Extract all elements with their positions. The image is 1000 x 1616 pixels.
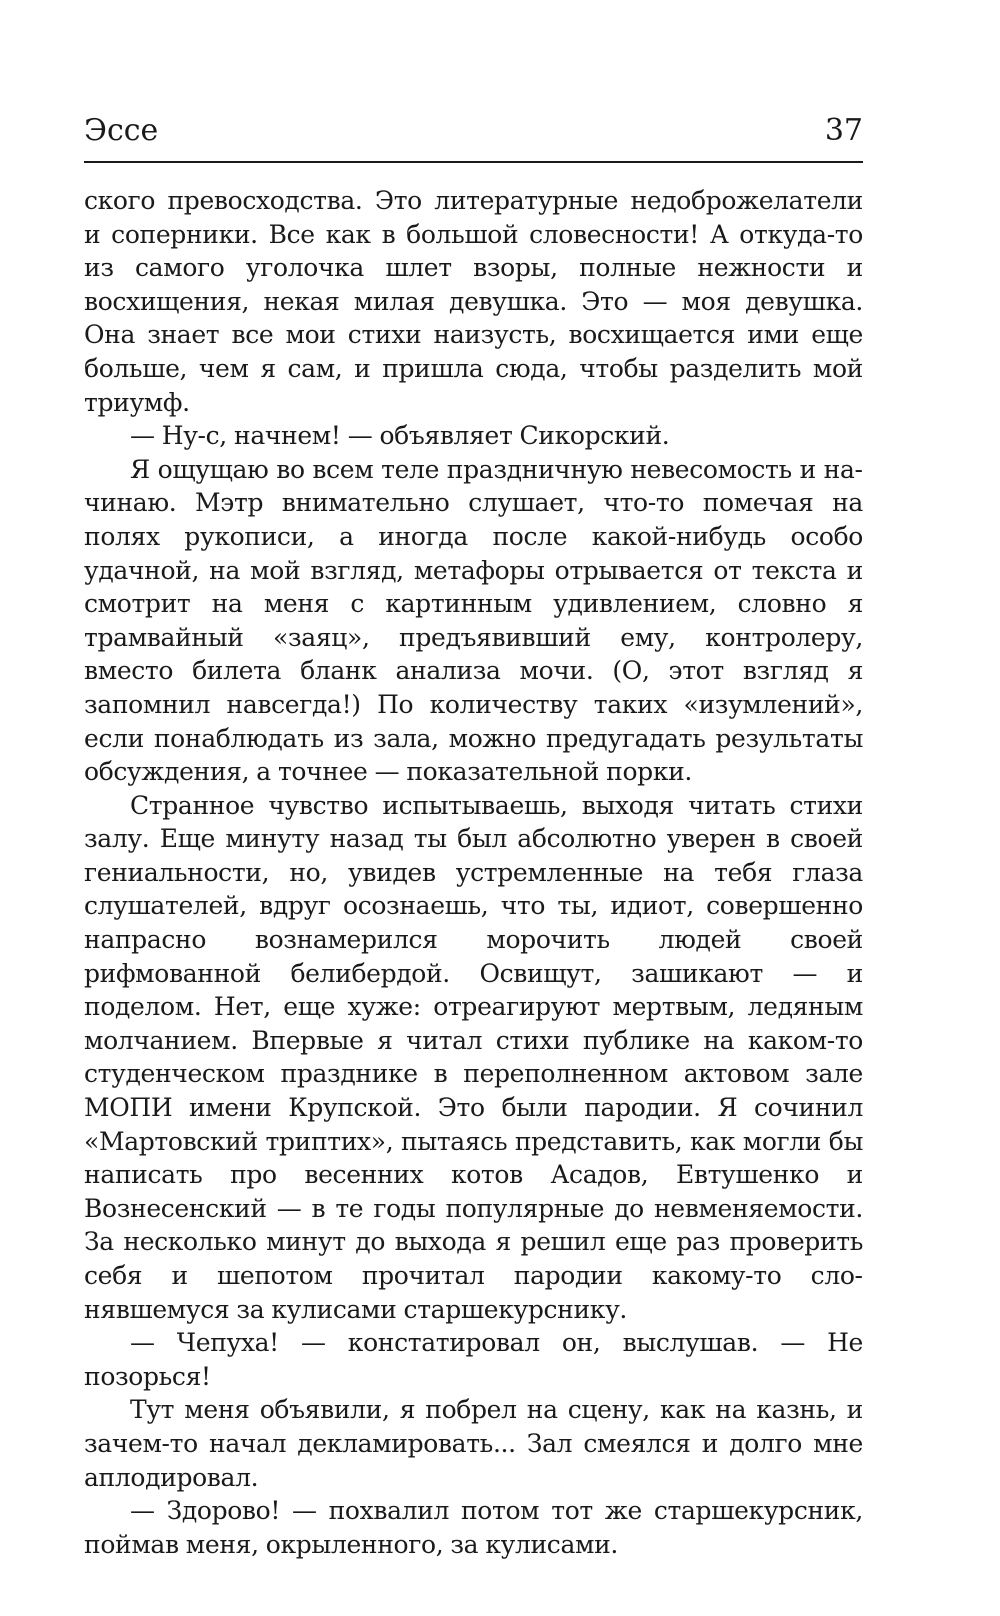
book-page: [84, 100, 863, 1560]
paragraph: — Чепуха! — констатировал он, выслушав. — Не позорься!: [84, 1328, 863, 1391]
paragraph: — Ну-с, начнем! — объявляет Сикорский.: [130, 421, 670, 451]
page-number: 37: [824, 113, 863, 148]
paragraph: Тут меня объявили, я побрел на сцену, как на казнь, и зачем-то начал декламировать... Зал смеялся и долго мне аплодировал.: [84, 1395, 863, 1492]
paragraph: Странное чувство испытываешь, выходя читать стихи залу. Еще минуту назад ты был абсолютно уверен в своей гениальности, но, увидев устремленные на тебя глаза слушателей, вдруг осознаешь, что ты, идиот, совершенно напрасно вознамерился морочить людей своей рифмованной белибердой. Освищут, зашикают — и поделом. Нет, еще хуже: отреагируют мертвым, ледяным молчанием. Впервые я читал стихи публике на каком-то студенческом празднике в переполненном актовом зале МОПИ имени Крупской. Это были пародии. Я сочинил «Мартовский триптих», пытаясь представить, как могли бы написать про весенних котов Асадов, Евтушенко и Вознесенский — в те годы популярные до невменяемости. За несколько минут до выхода я решил еще раз проверить себя и шепотом прочитал пародии какому-то слонявшемуся за кулисами старшекурснику.: [84, 790, 863, 1324]
paragraph: Я ощущаю во всем теле праздничную невесомость и начинаю. Мэтр внимательно слушает, что-то помечая на полях рукописи, а иногда после какой-нибудь особо удачной, на мой взгляд, метафоры отрывается от текста и смотрит на меня с картинным удивлением, словно я трамвайный «заяц», предъявивший ему, контролеру, вместо билета бланк анализа мочи. (О, этот взгляд я запомнил навсегда!) По количеству таких «изумлений», если понаблюдать из зала, можно предугадать результаты обсуждения, а точнее — показательной порки.: [84, 454, 863, 787]
header-rule: [84, 161, 863, 163]
paragraph: ского превосходства. Это литературные недоброжелатели и соперники. Все как в большой словесности! А откуда-то из самого уголочка шлет взоры, полные нежности и восхищения, некая милая девушка. Это — моя девушка. Она знает все мои стихи наизусть, восхищается ими еще больше, чем я сам, и пришла сюда, чтобы разделить мой триумф.: [84, 186, 863, 417]
section-title: Эссе: [84, 113, 159, 148]
running-header: [84, 100, 863, 160]
body-text: [84, 184, 863, 1561]
paragraph: — Здорово! — похвалил потом тот же старшекурсник, поймав меня, окрыленного, за кулисами.: [84, 1496, 863, 1559]
